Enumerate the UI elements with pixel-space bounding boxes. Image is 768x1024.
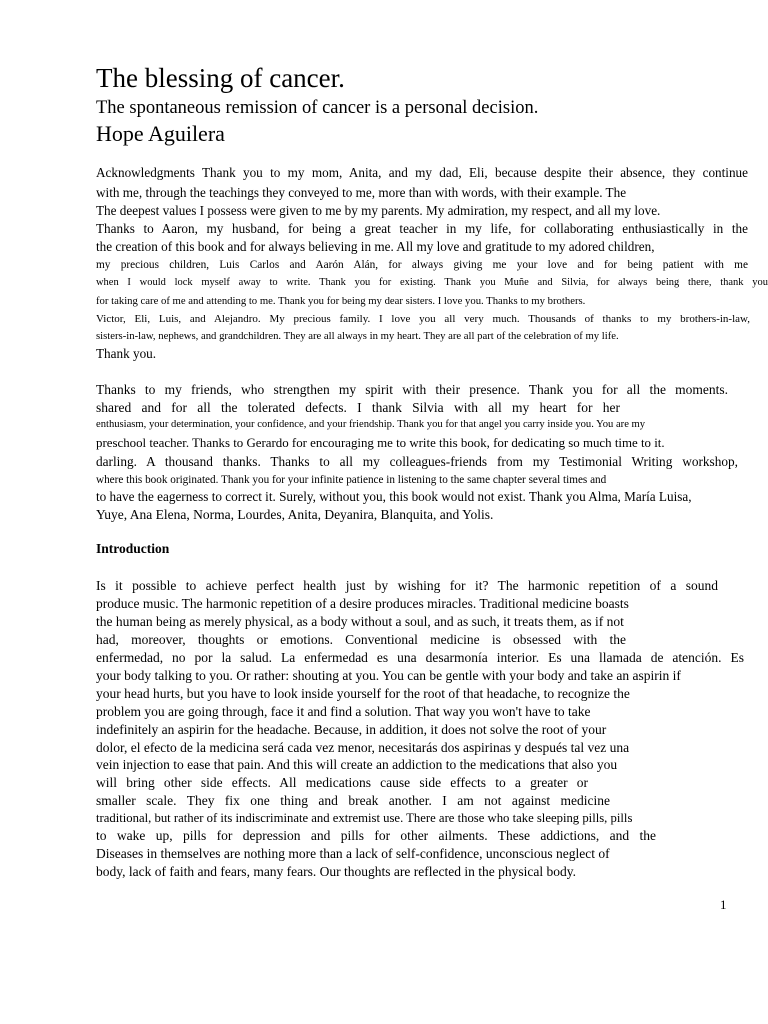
text-line: Is it possible to achieve perfect health just by wishing for it? The harmonic repetition of a sound — [96, 578, 718, 593]
text-line: Thanks to Aaron, my husband, for being a great teacher in my life, for collaborating enthusiastically in the — [96, 221, 748, 236]
text-line: problem you are going through, face it and find a solution. That way you won't have to take — [96, 704, 591, 719]
introduction-heading: Introduction — [96, 541, 170, 556]
text-line: enthusiasm, your determination, your confidence, and your friendship. Thank you for that angel you carry inside you. You are my — [96, 419, 646, 430]
text-line: where this book originated. Thank you for your infinite patience in listening to the same chapter several times and — [96, 474, 607, 486]
text-line: The deepest values I possess were given to me by my parents. My admiration, my respect, and all my love. — [96, 203, 661, 218]
text-line: Acknowledgments Thank you to my mom, Anita, and my dad, Eli, because despite their absence, they continue — [96, 165, 748, 180]
text-line: will bring other side effects. All medications cause side effects to a greater or — [96, 775, 588, 790]
text-line: Victor, Eli, Luis, and Alejandro. My precious family. I love you all very much. Thousands of thanks to my brothers-in-law, — [96, 313, 750, 325]
text-line: produce music. The harmonic repetition of a desire produces miracles. Traditional medicine boasts — [96, 596, 629, 611]
text-line: Thank you. — [96, 346, 157, 361]
text-line: shared and for all the tolerated defects. I thank Silvia with all my heart for her — [96, 400, 620, 415]
text-line: the human being as merely physical, as a body without a soul, and as such, it treats them, as if not — [96, 614, 624, 629]
text-line: Diseases in themselves are nothing more than a lack of self-confidence, unconscious neglect of — [96, 846, 610, 861]
text-line: body, lack of faith and fears, many fears. Our thoughts are reflected in the physical body. — [96, 864, 576, 879]
text-line: darling. A thousand thanks. Thanks to all my colleagues-friends from my Testimonial Writing workshop, — [96, 454, 738, 469]
text-line: sisters-in-law, nephews, and grandchildren. They are all always in my heart. They are all part of the celebration of my life. — [96, 330, 619, 342]
text-line: indefinitely an aspirin for the headache. Because, in addition, it does not solve the root of your — [96, 722, 607, 737]
document-subtitle: The spontaneous remission of cancer is a personal decision. — [96, 98, 539, 118]
text-line: Yuye, Ana Elena, Norma, Lourdes, Anita, Deyanira, Blanquita, and Yolis. — [96, 507, 494, 522]
text-line: when I would lock myself away to write. Thank you for existing. Thank you Muñe and Silvia, for always being there, thank you — [96, 277, 768, 288]
text-line: dolor, el efecto de la medicina será cada vez menor, necesitarás dos aspirinas y después tal vez una — [96, 740, 630, 755]
text-line: for taking care of me and attending to me. Thank you for being my dear sisters. I love you. Thanks to my brothers. — [96, 295, 586, 307]
text-line: preschool teacher. Thanks to Gerardo for encouraging me to write this book, for dedicating so much time to it. — [96, 436, 665, 450]
text-line: your body talking to you. Or rather: shouting at you. You can be gentle with your body and take an aspirin if — [96, 668, 681, 683]
text-line: the creation of this book and for always believing in me. All my love and gratitude to my adored children, — [96, 239, 655, 254]
text-line: your head hurts, but you have to look inside yourself for the root of that headache, to recognize the — [96, 686, 630, 701]
text-line: with me, through the teachings they conveyed to me, more than with words, with their example. The — [96, 185, 627, 200]
text-line: smaller scale. They fix one thing and break another. I am not against medicine — [96, 793, 610, 808]
text-line: to wake up, pills for depression and pills for other ailments. These addictions, and the — [96, 828, 656, 843]
text-line: vein injection to ease that pain. And this will create an addiction to the medications that also you — [96, 757, 618, 772]
document-author: Hope Aguilera — [96, 121, 225, 146]
text-line: Thanks to my friends, who strengthen my spirit with their presence. Thank you for all the moments. — [96, 382, 728, 397]
text-line: traditional, but rather of its indiscriminate and extremist use. There are those who take sleeping pills, pills — [96, 811, 633, 825]
document-title: The blessing of cancer. — [96, 63, 345, 93]
text-line: to have the eagerness to correct it. Surely, without you, this book would not exist. Thank you Alma, María Luisa, — [96, 489, 692, 504]
text-line: enfermedad, no por la salud. La enfermedad es una desarmonía interior. Es una llamada de atención. Es — [96, 650, 744, 665]
text-line: my precious children, Luis Carlos and Aarón Alán, for always giving me your love and for being patient with me — [96, 259, 748, 271]
text-line: had, moreover, thoughts or emotions. Conventional medicine is obsessed with the — [96, 632, 626, 647]
page-number: 1 — [720, 897, 727, 912]
